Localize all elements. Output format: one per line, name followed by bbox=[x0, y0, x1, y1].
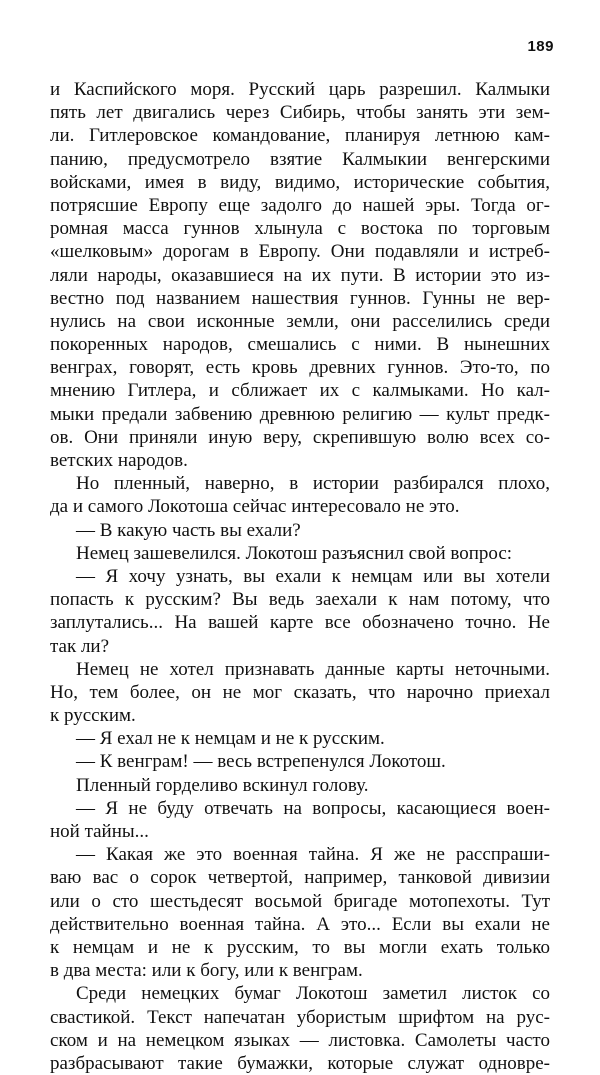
text-line: пять лет двигались через Сибирь, чтобы занять эти зем- bbox=[50, 102, 550, 124]
text-line: попасть к русским? Вы ведь заехали к нам потому, что bbox=[50, 589, 550, 611]
book-text bbox=[50, 78, 550, 1075]
text-line: мыки предали забвению древнюю религию — культ предк- bbox=[50, 403, 550, 425]
text-line: — Я хочу узнать, вы ехали к немцам или вы хотели bbox=[76, 565, 550, 587]
text-line: или о сто шестьдесят восьмой бригаде мотопехоты. Тут bbox=[50, 890, 550, 912]
text-line: ов. Они приняли иную веру, скрепившую волю всех со- bbox=[50, 426, 550, 448]
text-line: войсками, имея в виду, видимо, исторические события, bbox=[50, 171, 550, 193]
text-line: ляли народы, оказавшиеся на их пути. В истории это из- bbox=[50, 264, 550, 286]
text-line: Среди немецких бумаг Локотош заметил листок со bbox=[76, 983, 550, 1005]
text-line: ском и на немецком языках — листовка. Самолеты часто bbox=[50, 1029, 550, 1051]
text-line: и Каспийского моря. Русский царь разрешил. Калмыки bbox=[50, 79, 550, 100]
paragraph bbox=[50, 542, 550, 565]
text-line: вестно под названием нашествия гуннов. Гунны не вер- bbox=[50, 287, 550, 309]
paragraph bbox=[50, 982, 550, 1075]
text-line: так ли? bbox=[50, 635, 110, 657]
paragraph bbox=[50, 750, 550, 773]
text-line: ромная масса гуннов хлынула с востока по торговым bbox=[50, 218, 550, 240]
paragraph bbox=[50, 843, 550, 982]
text-line: ваю вас о сорок четвертой, например, танковой дивизии bbox=[50, 867, 550, 889]
text-line: мнению Гитлера, и сближает их с калмыками. Но кал- bbox=[50, 380, 550, 402]
text-line: — К венграм! — весь встрепенулся Локотош. bbox=[76, 751, 446, 773]
text-line: ветских народов. bbox=[50, 450, 188, 471]
text-line: панию, предусмотрело взятие Калмыкии венгерскими bbox=[50, 148, 550, 170]
paragraph bbox=[50, 472, 550, 518]
text-line: покоренных народов, смешались с ними. В нынешних bbox=[50, 334, 550, 356]
text-line: Немец не хотел признавать данные карты неточными. bbox=[76, 658, 550, 680]
text-line: — Я ехал не к немцам и не к русским. bbox=[76, 728, 385, 750]
text-line: к русским. bbox=[50, 705, 136, 727]
paragraph bbox=[50, 78, 550, 472]
text-line: ли. Гитлеровское командование, планируя летнюю кам- bbox=[50, 125, 550, 147]
text-line: да и самого Локотоша сейчас интересовало не это. bbox=[50, 496, 460, 518]
paragraph bbox=[50, 565, 550, 658]
text-line: Пленный горделиво вскинул голову. bbox=[76, 774, 369, 796]
paragraph bbox=[50, 774, 550, 797]
text-line: Но пленный, наверно, в истории разбирался плохо, bbox=[76, 473, 550, 495]
text-line: — Какая же это военная тайна. Я же не расспраши- bbox=[76, 844, 550, 866]
paragraph bbox=[50, 727, 550, 750]
text-line: — Я не буду отвечать на вопросы, касающиеся воен- bbox=[76, 797, 550, 819]
text-line: Немец зашевелился. Локотош разъяснил свой вопрос: bbox=[76, 542, 513, 564]
paragraph bbox=[50, 797, 550, 843]
text-line: ной тайны... bbox=[50, 821, 149, 842]
text-line: потрясшие Европу еще задолго до нашей эры. Тогда ог- bbox=[50, 194, 550, 216]
text-line: действительно военная тайна. А это... Если вы ехали не bbox=[50, 913, 550, 935]
text-line: нулись на свои исконные земли, они расселились среди bbox=[50, 310, 550, 332]
text-line: свастикой. Текст напечатан убористым шрифтом на рус- bbox=[50, 1006, 550, 1028]
text-line: заплутались... На вашей карте все обозначено точно. Не bbox=[50, 612, 550, 634]
text-line: венграх, говорят, есть кровь древних гуннов. Это-то, по bbox=[50, 357, 550, 379]
text-line: к немцам и не к русским, то вы могли ехать только bbox=[50, 936, 550, 958]
text-line: разбрасывают такие бумажки, которые служат одновре- bbox=[50, 1052, 550, 1074]
text-line: «шелковым» дорогам в Европу. Они подавляли и истреб- bbox=[50, 241, 550, 263]
page-number: 189 bbox=[527, 38, 554, 55]
paragraph bbox=[50, 658, 550, 728]
text-line: — В какую часть вы ехали? bbox=[76, 519, 301, 541]
text-line: Но, тем более, он не мог сказать, что нарочно приехал bbox=[50, 681, 550, 703]
paragraph bbox=[50, 519, 550, 542]
text-line: в два места: или к богу, или к венграм. bbox=[50, 960, 363, 982]
